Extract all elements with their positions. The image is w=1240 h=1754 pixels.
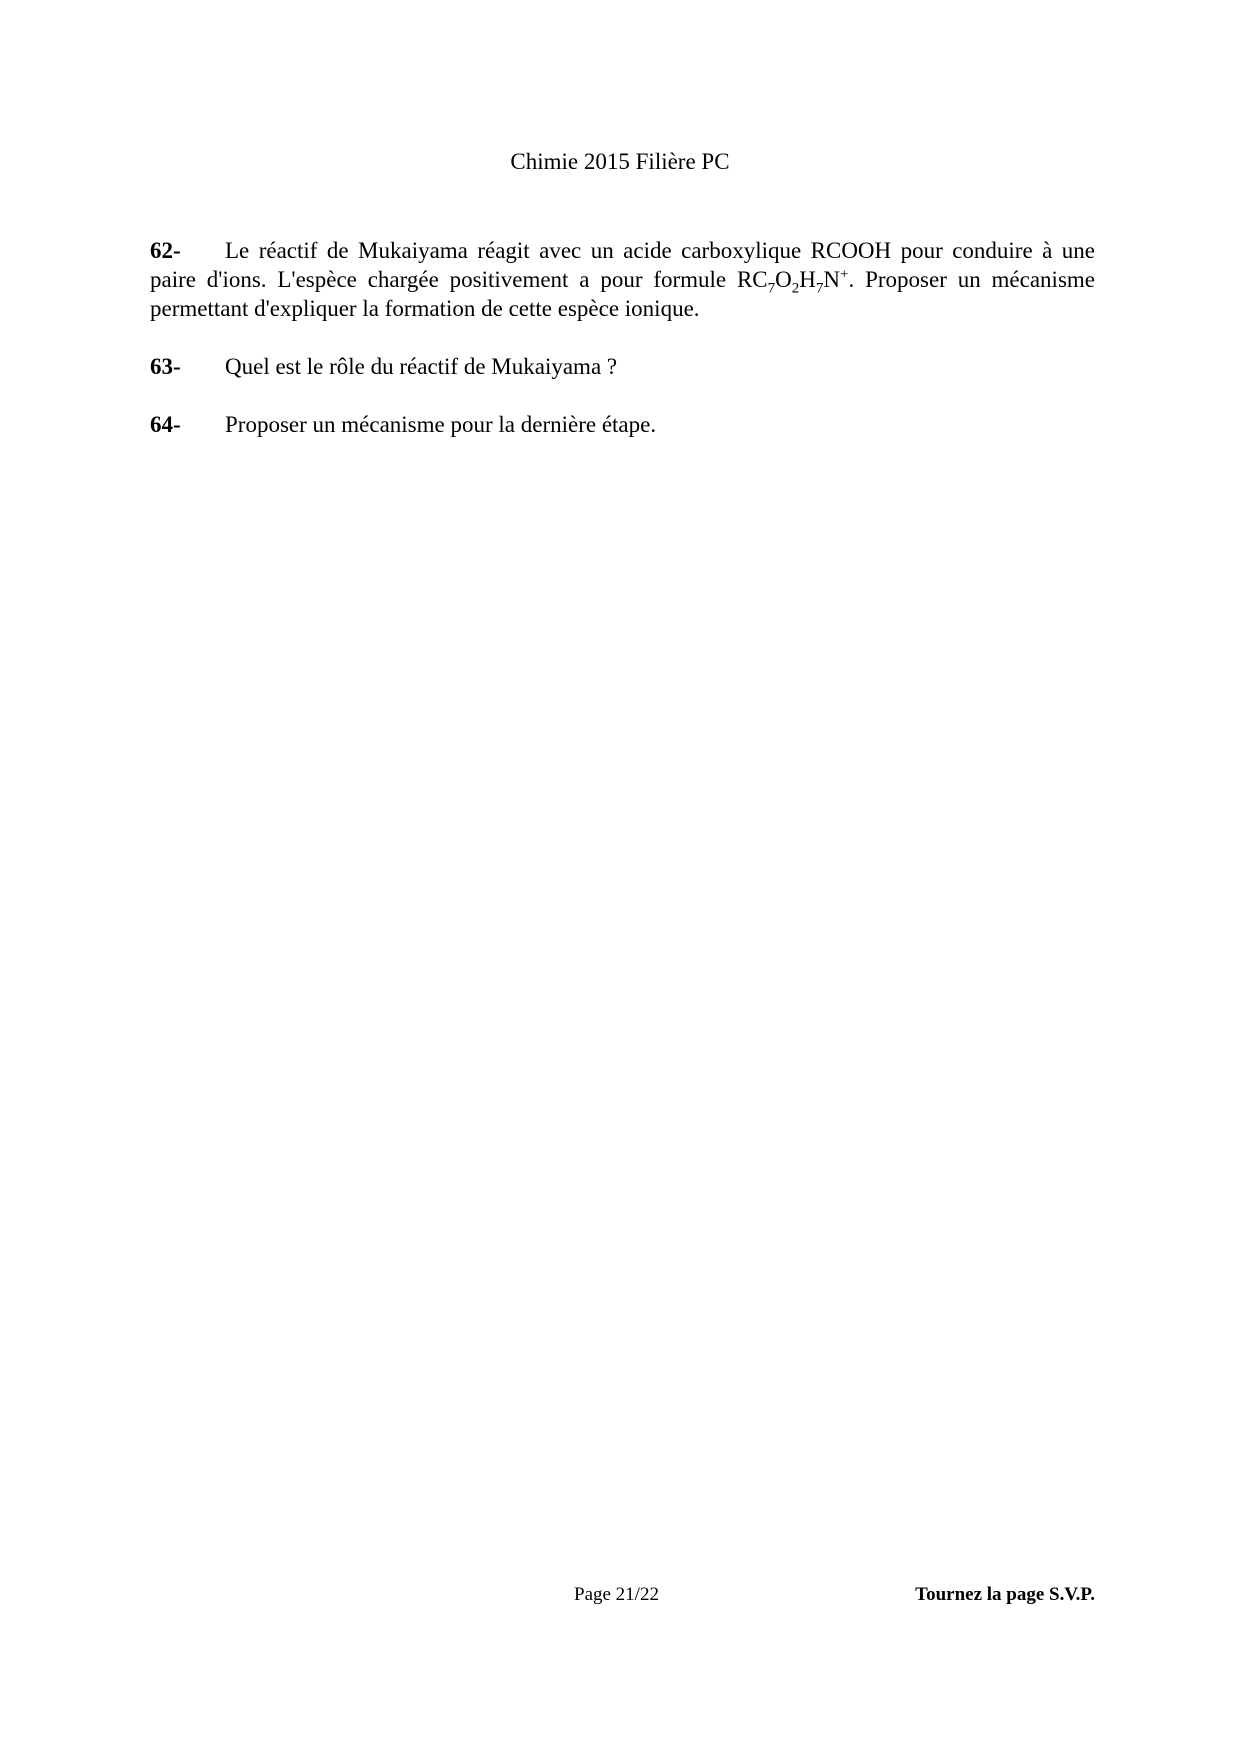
- formula-subscript: 2: [791, 280, 800, 297]
- formula-superscript: +: [840, 266, 849, 283]
- question-63: [150, 352, 1095, 381]
- page-header-title: Chimie 2015 Filière PC: [510, 149, 730, 174]
- formula-subscript: 7: [815, 280, 824, 297]
- turn-page-note: Tournez la page S.V.P.: [915, 1584, 1095, 1605]
- question-text-part: Le réactif de Mukaiyama réagit avec un acide carboxylique RCOOH pour conduire à une paire d'ions. L'espèce chargée positivement a pour formule RC: [150, 238, 1095, 292]
- formula-subscript: 7: [767, 280, 776, 297]
- question-text-part: N: [823, 267, 841, 292]
- question-number: 63-: [150, 354, 181, 379]
- question-text: Quel est le rôle du réactif de Mukaiyama ?: [225, 354, 618, 379]
- page-number: Page 21/22: [574, 1584, 659, 1605]
- question-64: [150, 410, 1095, 439]
- question-number: 62-: [150, 238, 181, 263]
- question-text-part: . Proposer un mécanisme permettant d'expliquer la formation de cette espèce ionique.: [150, 267, 1095, 321]
- question-number: 64-: [150, 412, 181, 437]
- question-text-part: O: [775, 267, 792, 292]
- question-62: [150, 236, 1095, 323]
- question-text: Proposer un mécanisme pour la dernière étape.: [225, 412, 657, 437]
- question-text-part: H: [799, 267, 816, 292]
